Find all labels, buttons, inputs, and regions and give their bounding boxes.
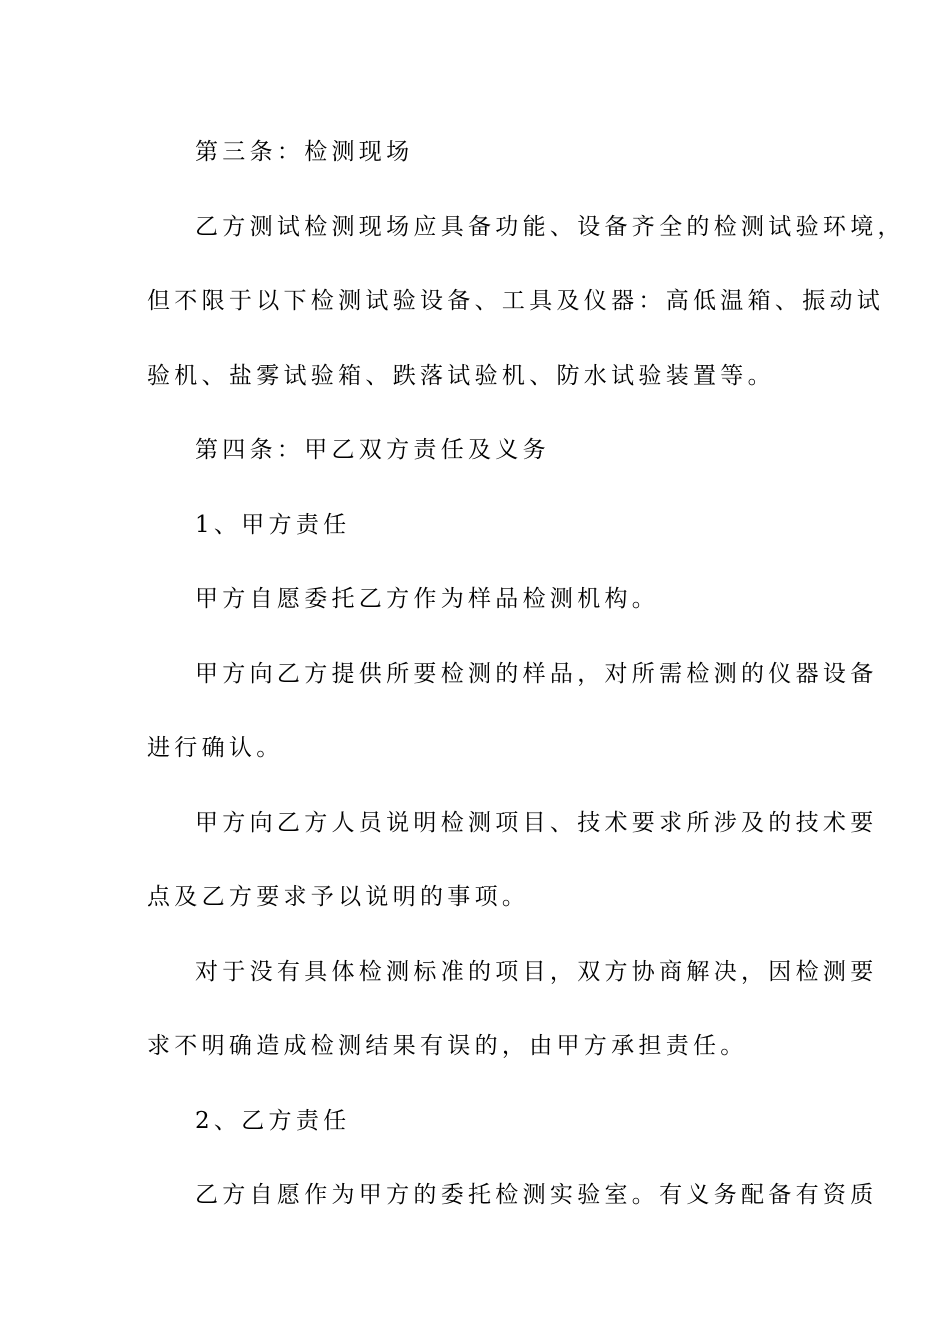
- paragraph-line: 对于没有具体检测标准的项目，双方协商解决，因检测要: [195, 959, 878, 985]
- subheading-party-b: 2、乙方责任: [195, 1108, 351, 1134]
- paragraph-line: 但不限于以下检测试验设备、工具及仪器：高低温箱、振动试: [147, 288, 885, 314]
- paragraph-line: 进行确认。: [147, 735, 284, 761]
- paragraph-line: 乙方自愿作为甲方的委托检测实验室。有义务配备有资质: [195, 1182, 878, 1208]
- paragraph-line: 求不明确造成检测结果有误的，由甲方承担责任。: [147, 1033, 748, 1059]
- paragraph-line: 甲方向乙方人员说明检测项目、技术要求所涉及的技术要: [195, 810, 878, 836]
- paragraph-line: 验机、盐雾试验箱、跌落试验机、防水试验装置等。: [147, 363, 775, 389]
- paragraph-line: 甲方自愿委托乙方作为样品检测机构。: [195, 586, 660, 612]
- paragraph-line: 乙方测试检测现场应具备功能、设备齐全的检测试验环境，: [195, 214, 905, 240]
- section-heading-article-4: 第四条：甲乙双方责任及义务: [195, 437, 550, 463]
- section-heading-article-3: 第三条：检测现场: [195, 139, 414, 165]
- paragraph-line: 甲方向乙方提供所要检测的样品，对所需检测的仪器设备: [195, 661, 878, 687]
- paragraph-line: 点及乙方要求予以说明的事项。: [147, 884, 530, 910]
- subheading-party-a: 1、甲方责任: [195, 512, 351, 538]
